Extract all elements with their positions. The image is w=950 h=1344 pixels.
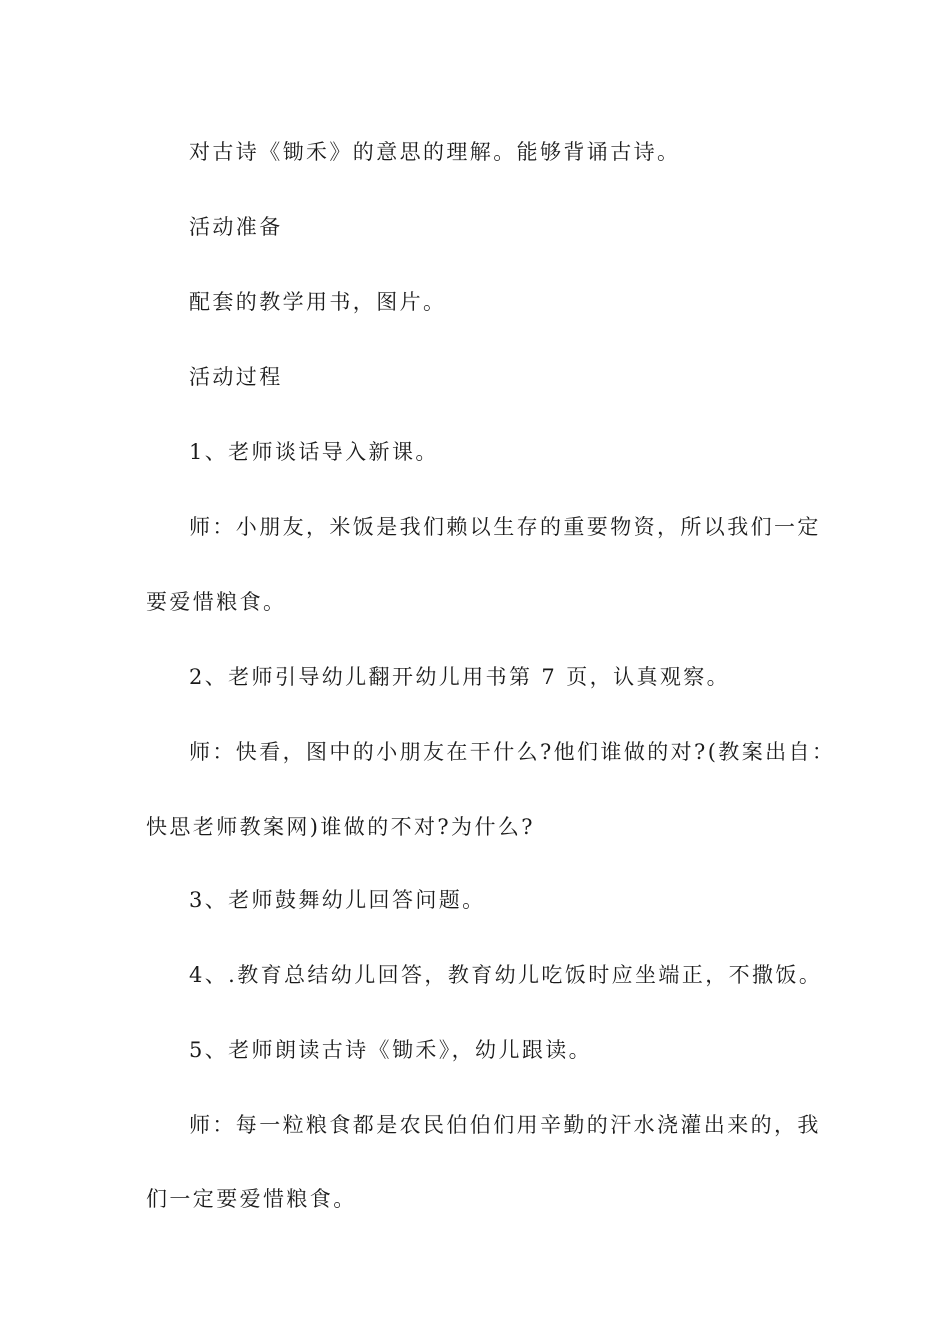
teacher-speech-1-line-2: 要爱惜粮食。 bbox=[146, 590, 287, 614]
step-5: 5、老师朗读古诗《锄禾》，幼儿跟读。 bbox=[189, 1038, 593, 1062]
heading-process: 活动过程 bbox=[189, 365, 283, 389]
teacher-speech-2-line-2: 快思老师教案网)谁做的不对?为什么? bbox=[146, 815, 535, 839]
heading-preparation: 活动准备 bbox=[189, 215, 283, 239]
teacher-speech-2-line-1: 师：快看，图中的小朋友在干什么?他们谁做的对?(教案出自： bbox=[189, 740, 836, 764]
step-4: 4、.教育总结幼儿回答，教育幼儿吃饭时应坐端正，不撒饭。 bbox=[189, 963, 823, 987]
paragraph-preparation: 配套的教学用书，图片。 bbox=[189, 290, 447, 314]
step-2: 2、老师引导幼儿翻开幼儿用书第 7 页，认真观察。 bbox=[189, 665, 731, 689]
step-3: 3、老师鼓舞幼儿回答问题。 bbox=[189, 888, 486, 912]
teacher-speech-3-line-2: 们一定要爱惜粮食。 bbox=[146, 1187, 357, 1211]
teacher-speech-1-line-1: 师：小朋友，米饭是我们赖以生存的重要物资，所以我们一定 bbox=[189, 515, 821, 539]
paragraph-goal: 对古诗《锄禾》的意思的理解。能够背诵古诗。 bbox=[189, 140, 681, 164]
teacher-speech-3-line-1: 师：每一粒粮食都是农民伯伯们用辛勤的汗水浇灌出来的，我 bbox=[189, 1113, 821, 1137]
step-1: 1、老师谈话导入新课。 bbox=[189, 440, 439, 464]
